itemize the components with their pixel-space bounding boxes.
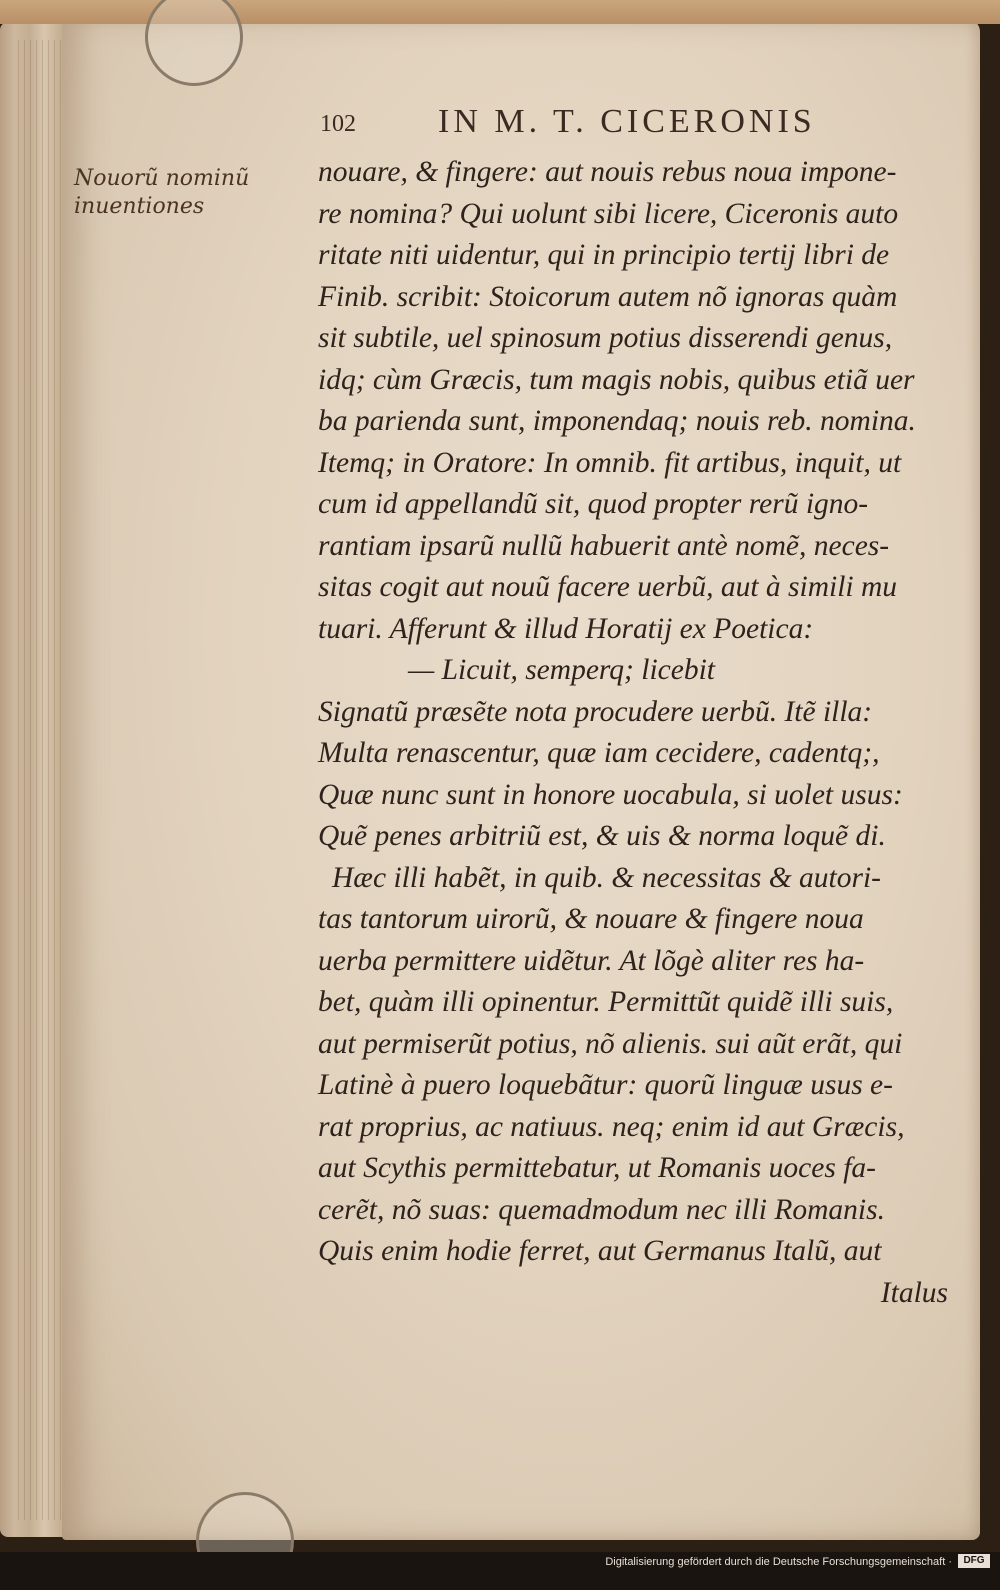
text-line: sit subtile, uel spinosum potius disserendi genus, [318,322,893,354]
text-line: Quis enim hodie ferret, aut Germanus Italũ, aut [318,1235,882,1267]
text-line: tas tantorum uirorũ, & nouare & fingere noua [318,903,864,935]
text-line: re nomina? Qui uolunt sibi licere, Ciceronis auto [318,197,899,230]
text-line: aut Scythis permittebatur, ut Romanis uoces fa- [318,1152,876,1184]
text-line: sitas cogit aut nouũ facere uerbũ, aut à simili mu [318,571,898,603]
text-line: rantiam ipsarũ nullũ habuerit antè nomẽ, neces- [318,529,890,562]
marginal-note-line: inuentiones [74,194,205,219]
text-line: idq; cùm Græcis, tum magis nobis, quibus etiã uer [318,363,915,396]
marginal-note-line: Nouorũ nominũ [74,166,250,191]
page-number: 102 [320,111,356,137]
text-line: Itemq; in Oratore: In omnib. fit artibus, inquit, ut [318,446,902,479]
marginal-note [74,165,306,221]
footer-credit: Digitalisierung gefördert durch die Deutsche Forschungsgemeinschaft · [605,1556,952,1568]
dfg-logo: DFG [958,1554,990,1568]
text-line: uerba permittere uidẽtur. At lõgè aliter res ha- [318,944,865,977]
text-line: bet, quàm illi opinentur. Permittũt quidẽ illi suis, [318,986,894,1018]
catchword: Italus [880,1276,948,1309]
text-line: Finib. scribit: Stoicorum autem nõ ignoras quàm [318,280,898,313]
verse-line: Quẽ penes arbitriũ est, & uis & norma loquẽ di. [318,820,886,852]
text-line: ritate niti uidentur, qui in principio tertij libri de [318,239,890,271]
page-edges-texture [18,40,68,1520]
page-header [320,103,920,143]
text-line: nouare, & fingere: aut nouis rebus noua impone- [318,156,897,188]
text-line: Signatũ præsẽte nota procudere uerbũ. Itẽ illa: [318,695,873,728]
verse-line: Quæ nunc sunt in honore uocabula, si uolet usus: [318,778,903,811]
running-head: IN M. T. CICERONIS [438,103,816,140]
text-line: rat proprius, ac natiuus. neq; enim id aut Græcis, [318,1110,905,1143]
main-text [318,152,958,1314]
verse-line: — Licuit, semperq; licebit [408,654,715,686]
text-line: cum id appellandũ sit, quod propter rerũ igno- [318,488,869,520]
text-line: tuari. Afferunt & illud Horatij ex Poetica: [318,612,814,645]
verse-line: Multa renascentur, quæ iam cecidere, cadentq;, [318,737,880,769]
text-line: Hæc illi habẽt, in quib. & necessitas & autori- [332,861,881,894]
text-line: Latinè à puero loquebãtur: quorũ linguæ usus e- [318,1069,893,1101]
text-line: cerẽt, nõ suas: quemadmodum nec illi Romanis. [318,1193,885,1226]
text-line: ba parienda sunt, imponendaq; nouis reb. nomina. [318,405,916,437]
text-line: aut permiserũt potius, nõ alienis. sui aũt erãt, qui [318,1027,903,1060]
